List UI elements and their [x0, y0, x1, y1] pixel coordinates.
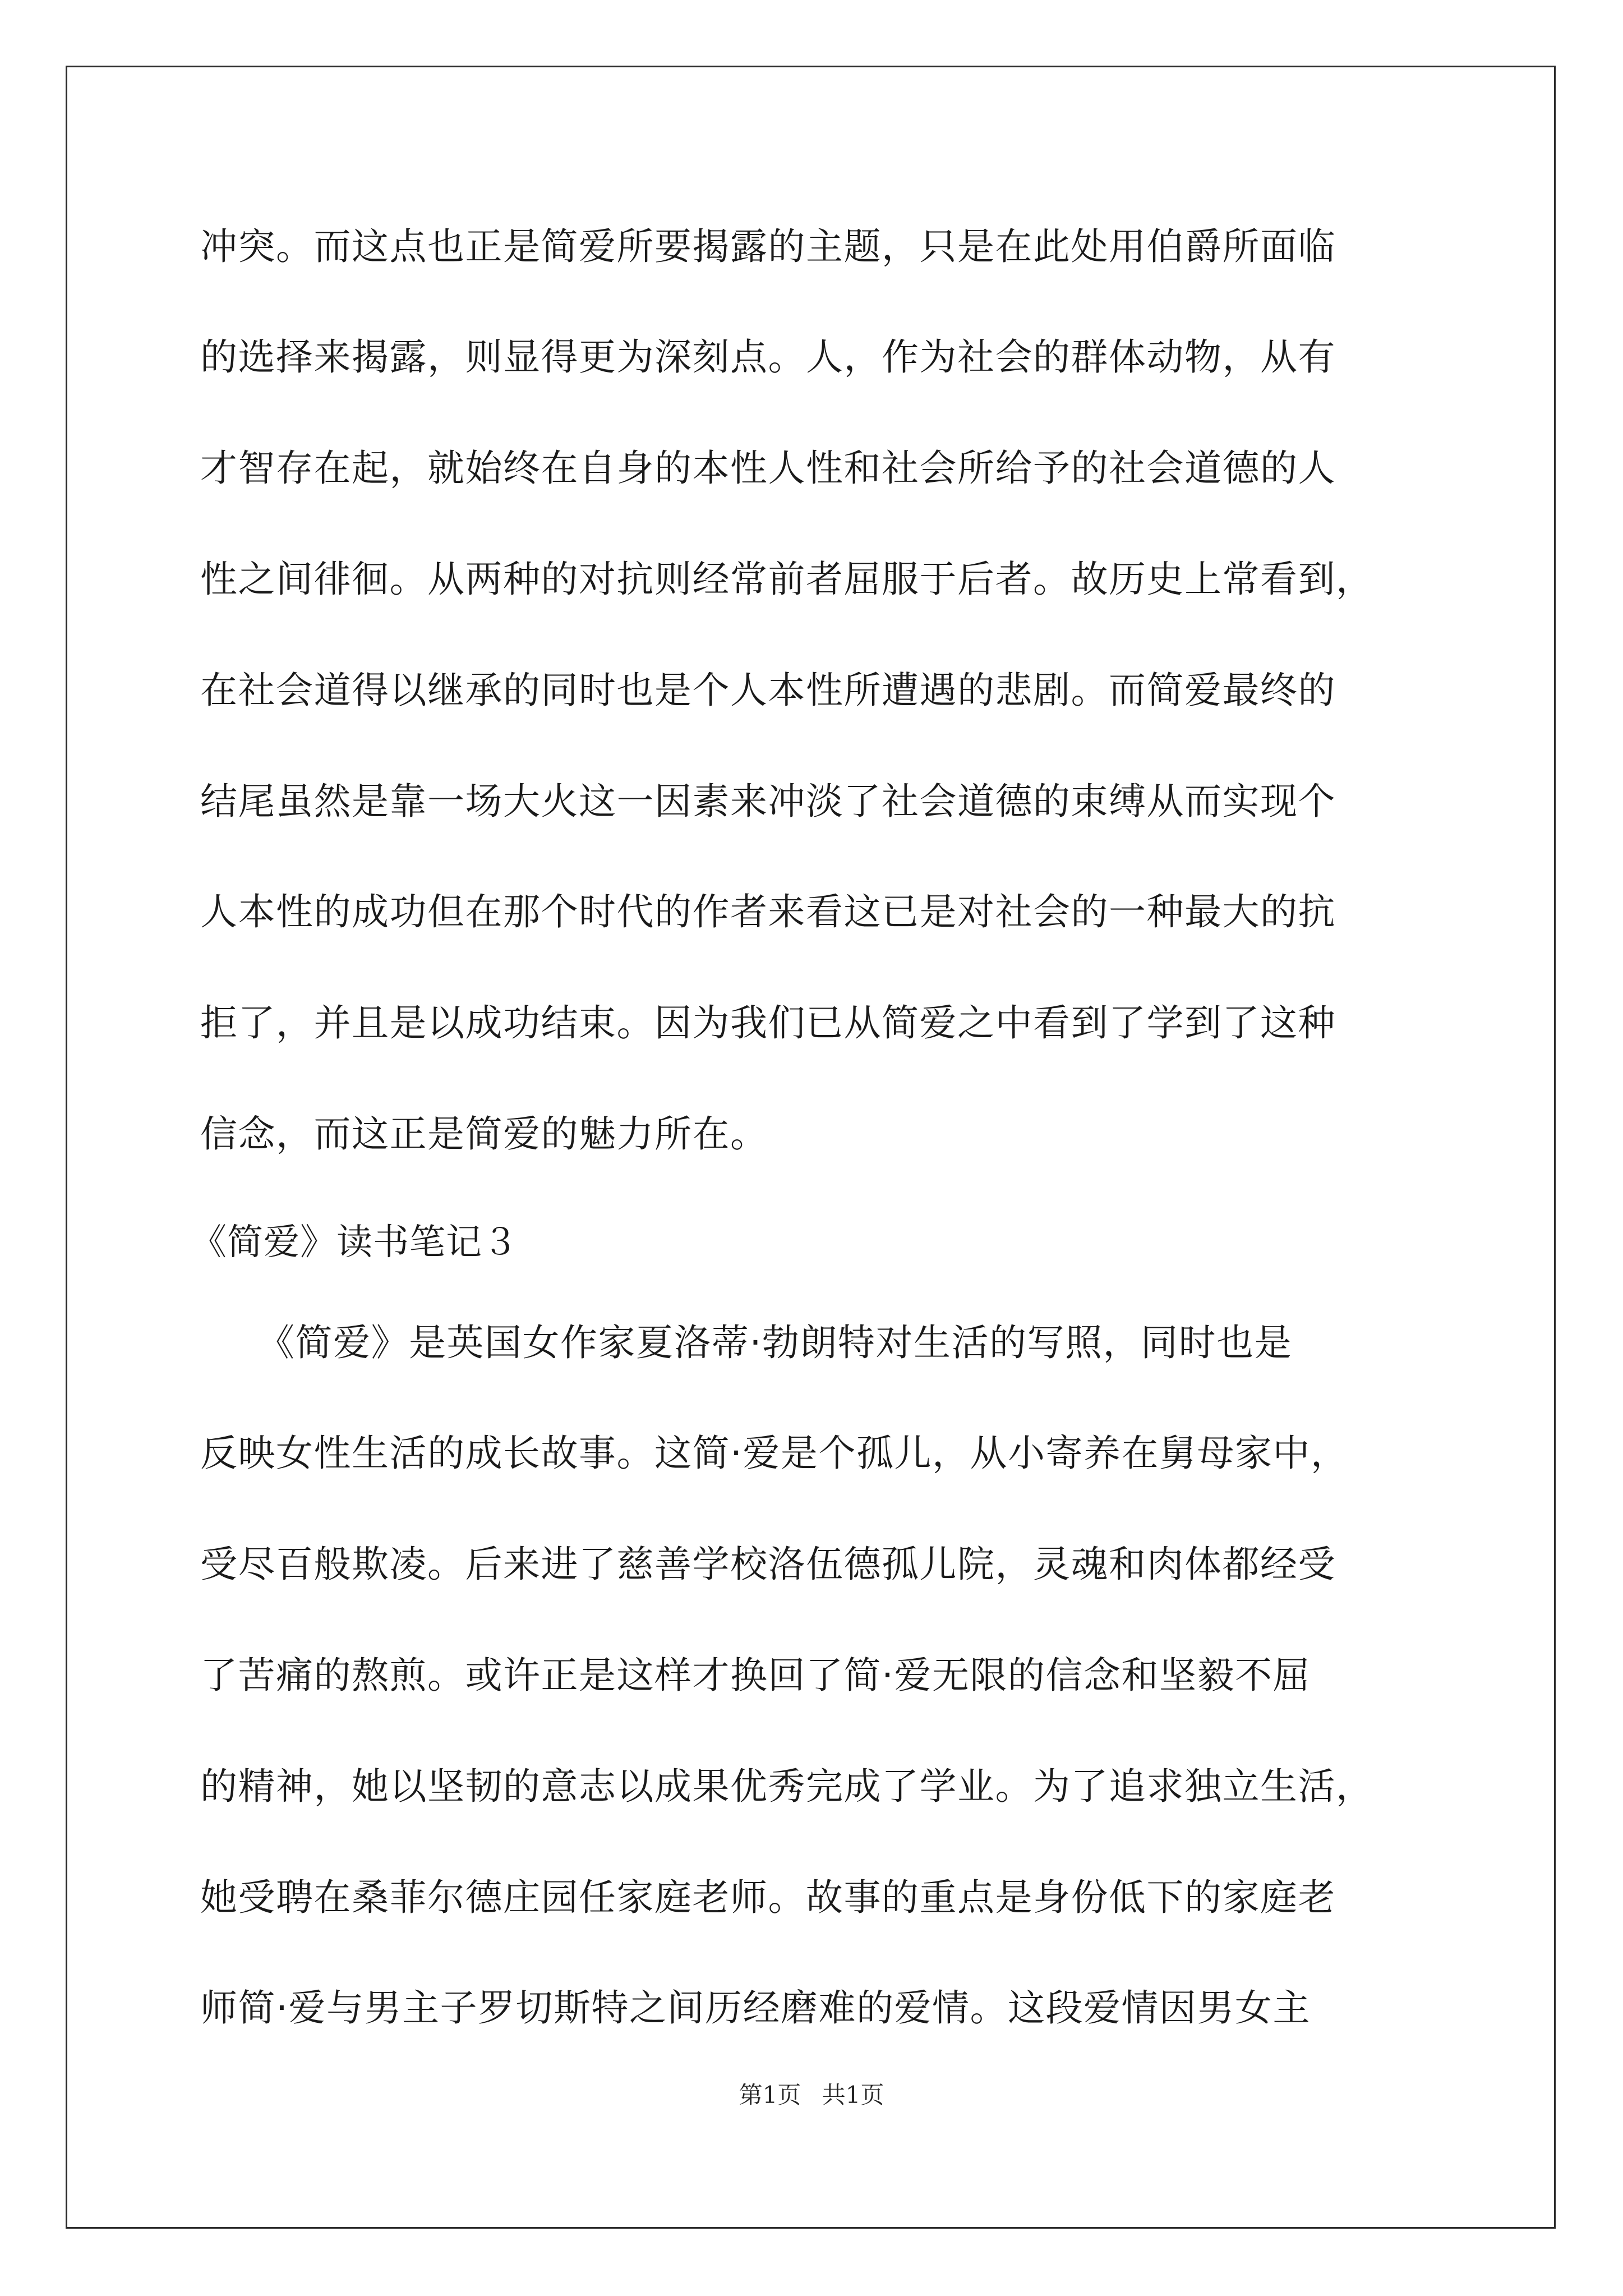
paragraph-line: 受尽百般欺凌。后来进了慈善学校洛伍德孤儿院，灵魂和肉体都经受 [200, 1543, 1336, 1586]
page-number: 第1页 [739, 2081, 801, 2109]
paragraph-line: 性之间徘徊。从两种的对抗则经常前者屈服于后者。故历史上常看到， [200, 558, 1374, 601]
paragraph-line: 冲突。而这点也正是简爱所要揭露的主题，只是在此处用伯爵所面临 [200, 225, 1336, 268]
paragraph-line: 才智存在起，就始终在自身的本性人性和社会所给予的社会道德的人 [200, 447, 1336, 490]
paragraph-line: 人本性的成功但在那个时代的作者来看这已是对社会的一种最大的抗 [200, 890, 1336, 933]
paragraph-line: 师简·爱与男主子罗切斯特之间历经磨难的爱情。这段爱情因男女主 [200, 1986, 1311, 2030]
paragraph-line: 她受聘在桑菲尔德庄园任家庭老师。故事的重点是身份低下的家庭老 [200, 1876, 1336, 1919]
page-total: 共1页 [822, 2081, 884, 2109]
paragraph-line: 的精神，她以坚韧的意志以成果优秀完成了学业。为了追求独立生活， [200, 1765, 1374, 1808]
paragraph-line: 《简爱》是英国女作家夏洛蒂·勃朗特对生活的写照，同时也是 [200, 1321, 1292, 1364]
paragraph-line: 结尾虽然是靠一场大火这一因素来冲淡了社会道德的束缚从而实现个 [200, 780, 1336, 823]
paragraph-line: 信念，而这正是简爱的魅力所在。 [200, 1112, 768, 1156]
paragraph-line: 反映女性生活的成长故事。这简·爱是个孤儿，从小寄养在舅母家中， [200, 1432, 1349, 1475]
paragraph-line: 的选择来揭露，则显得更为深刻点。人，作为社会的群体动物，从有 [200, 335, 1336, 379]
paragraph-line: 在社会道得以继承的同时也是个人本性所遭遇的悲剧。而简爱最终的 [200, 669, 1336, 712]
paragraph-line: 了苦痛的熬煎。或许正是这样才换回了简·爱无限的信念和坚毅不屈 [200, 1654, 1311, 1697]
page-footer [0, 2078, 1623, 2112]
paragraph-line: 拒了，并且是以成功结束。因为我们已从简爱之中看到了学到了这种 [200, 1001, 1336, 1045]
section-title: 《简爱》读书笔记３ [191, 1222, 519, 1263]
